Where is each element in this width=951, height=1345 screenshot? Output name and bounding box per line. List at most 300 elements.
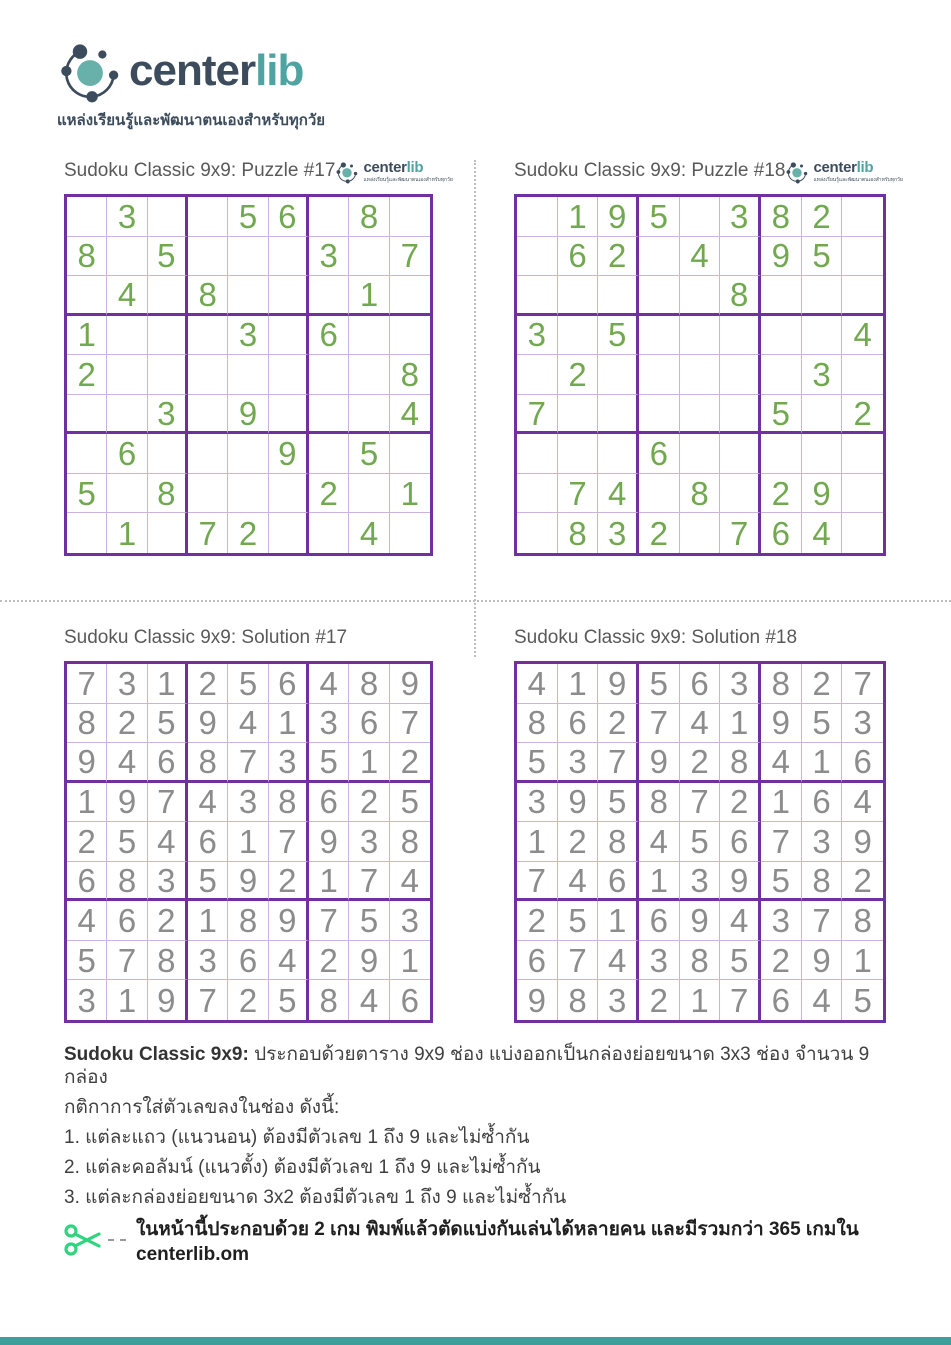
sudoku-cell: 4 [349, 980, 389, 1020]
sudoku-cell [269, 316, 309, 356]
sudoku-cell: 6 [761, 513, 802, 553]
sudoku-cell: 3 [802, 355, 843, 395]
footer-note-text: ในหน้านี้ประกอบด้วย 2 เกม พิมพ์แล้วตัดแบ่งกันเล่นได้หลายคน และมีรวมกว่า 365 เกมใน centerlib.om [136, 1219, 859, 1265]
sudoku-cell: 1 [188, 901, 228, 941]
brand-name [129, 46, 304, 95]
sudoku-cell: 9 [269, 901, 309, 941]
sudoku-cell: 4 [639, 822, 680, 862]
sudoku-cell: 9 [761, 704, 802, 744]
sudoku-cell [842, 434, 883, 474]
centerlib-mini-logo [335, 160, 452, 184]
sudoku-cell [680, 316, 721, 356]
sudoku-cell: 9 [598, 197, 639, 237]
sudoku-cell: 9 [67, 743, 107, 783]
sudoku-cell: 7 [67, 664, 107, 704]
sudoku-grid-puzzle-17 [64, 194, 433, 556]
sudoku-cell: 9 [639, 743, 680, 783]
sudoku-cell [309, 276, 349, 316]
sudoku-cell: 3 [148, 395, 188, 435]
sudoku-cell: 9 [802, 941, 843, 981]
sudoku-cell [148, 316, 188, 356]
sudoku-cell: 2 [680, 743, 721, 783]
sudoku-cell: 9 [842, 822, 883, 862]
sudoku-cell [598, 355, 639, 395]
sudoku-cell: 2 [598, 237, 639, 277]
sudoku-cell: 8 [558, 980, 599, 1020]
sudoku-cell: 5 [761, 395, 802, 435]
sudoku-cell: 8 [107, 862, 147, 902]
sudoku-cell: 2 [761, 474, 802, 514]
sudoku-cell: 8 [390, 355, 430, 395]
sudoku-cell [639, 237, 680, 277]
sudoku-cell: 5 [517, 743, 558, 783]
sudoku-cell: 5 [148, 704, 188, 744]
sudoku-cell: 1 [802, 743, 843, 783]
sudoku-cell: 5 [598, 783, 639, 823]
sudoku-cell: 8 [680, 474, 721, 514]
sudoku-cell: 9 [802, 474, 843, 514]
sudoku-cell: 8 [148, 474, 188, 514]
vertical-cut-line [474, 160, 476, 657]
sudoku-cell: 7 [517, 862, 558, 902]
sudoku-cell [188, 474, 228, 514]
sudoku-cell: 1 [107, 980, 147, 1020]
sudoku-cell: 4 [148, 822, 188, 862]
sudoku-cell: 5 [107, 822, 147, 862]
sudoku-cell: 8 [349, 197, 389, 237]
sudoku-cell [639, 316, 680, 356]
sudoku-cell: 5 [349, 434, 389, 474]
sudoku-cell: 3 [67, 980, 107, 1020]
sudoku-cell: 3 [761, 901, 802, 941]
sudoku-cell: 9 [309, 822, 349, 862]
sudoku-cell: 5 [349, 901, 389, 941]
sudoku-cell [188, 197, 228, 237]
sudoku-cell: 1 [720, 704, 761, 744]
sudoku-cell [517, 474, 558, 514]
sudoku-cell: 5 [228, 197, 268, 237]
rule-3: 3. แต่ละกล่องย่อยขนาด 3x2 ต้องมีตัวเลข 1 ถึง 9 และไม่ซ้ำกัน [64, 1187, 567, 1208]
sudoku-cell: 8 [188, 743, 228, 783]
sudoku-cell [639, 355, 680, 395]
sudoku-cell: 4 [269, 941, 309, 981]
brand-name: centerlib [813, 159, 874, 176]
sudoku-cell: 8 [228, 901, 268, 941]
sudoku-cell [188, 237, 228, 277]
sudoku-cell: 2 [802, 197, 843, 237]
sudoku-cell: 6 [188, 822, 228, 862]
sudoku-cell: 9 [228, 395, 268, 435]
sudoku-cell: 7 [148, 783, 188, 823]
sudoku-cell [309, 513, 349, 553]
sudoku-cell: 3 [558, 743, 599, 783]
sudoku-cell: 6 [639, 901, 680, 941]
sudoku-cell: 1 [558, 197, 599, 237]
sudoku-cell: 8 [720, 743, 761, 783]
sudoku-cell: 2 [598, 704, 639, 744]
sudoku-cell: 8 [269, 783, 309, 823]
sudoku-cell: 4 [680, 704, 721, 744]
sudoku-cell [517, 355, 558, 395]
sudoku-cell [349, 316, 389, 356]
sudoku-cell: 7 [309, 901, 349, 941]
sudoku-cell: 6 [349, 704, 389, 744]
footer-note [62, 1214, 888, 1266]
sudoku-cell: 5 [390, 783, 430, 823]
sudoku-cell: 9 [680, 901, 721, 941]
sudoku-cell: 8 [802, 862, 843, 902]
sudoku-cell: 6 [842, 743, 883, 783]
sudoku-cell: 8 [720, 276, 761, 316]
sudoku-cell: 8 [598, 822, 639, 862]
quadrant-puzzle-17 [64, 159, 453, 556]
sudoku-cell: 3 [517, 316, 558, 356]
sudoku-cell: 7 [558, 941, 599, 981]
sudoku-cell: 4 [842, 783, 883, 823]
sudoku-cell: 9 [269, 434, 309, 474]
sudoku-cell: 4 [107, 276, 147, 316]
sudoku-cell [107, 237, 147, 277]
sudoku-cell: 1 [228, 822, 268, 862]
sudoku-cell: 2 [517, 901, 558, 941]
sudoku-cell: 9 [228, 862, 268, 902]
sudoku-cell: 7 [802, 901, 843, 941]
sudoku-cell: 7 [720, 980, 761, 1020]
solution-17-title: Sudoku Classic 9x9: Solution #17 [64, 627, 348, 648]
sudoku-cell [558, 316, 599, 356]
sudoku-cell [148, 197, 188, 237]
sudoku-cell: 4 [598, 474, 639, 514]
sudoku-cell [720, 474, 761, 514]
sudoku-cell: 6 [802, 783, 843, 823]
sudoku-cell: 6 [148, 743, 188, 783]
sudoku-cell [269, 237, 309, 277]
sudoku-cell: 9 [558, 783, 599, 823]
sudoku-cell: 2 [228, 980, 268, 1020]
sudoku-cell [390, 316, 430, 356]
sudoku-cell: 4 [558, 862, 599, 902]
sudoku-cell: 5 [761, 862, 802, 902]
sudoku-cell [107, 395, 147, 435]
sudoku-cell [349, 237, 389, 277]
sudoku-cell [188, 355, 228, 395]
sudoku-cell: 7 [842, 664, 883, 704]
sudoku-cell: 2 [67, 355, 107, 395]
sudoku-cell [188, 316, 228, 356]
sudoku-cell: 3 [517, 783, 558, 823]
sudoku-cell [107, 316, 147, 356]
sudoku-cell: 4 [228, 704, 268, 744]
brand-header [57, 38, 325, 132]
sudoku-cell [761, 434, 802, 474]
sudoku-cell: 5 [269, 980, 309, 1020]
sudoku-cell: 6 [598, 862, 639, 902]
sudoku-cell [842, 513, 883, 553]
horizontal-cut-line [0, 600, 951, 602]
sudoku-cell: 2 [761, 941, 802, 981]
sudoku-cell: 6 [107, 901, 147, 941]
sudoku-cell: 8 [761, 664, 802, 704]
sudoku-cell: 7 [188, 980, 228, 1020]
sudoku-grid-solution-17 [64, 661, 433, 1023]
sudoku-cell [720, 316, 761, 356]
sudoku-cell: 4 [309, 664, 349, 704]
sudoku-cell: 7 [517, 395, 558, 435]
sudoku-cell [228, 276, 268, 316]
sudoku-cell [269, 395, 309, 435]
sudoku-cell [517, 513, 558, 553]
puzzle-17-title: Sudoku Classic 9x9: Puzzle #17 [64, 160, 336, 181]
sudoku-cell [228, 237, 268, 277]
sudoku-cell [680, 513, 721, 553]
sudoku-cell [107, 474, 147, 514]
sudoku-cell: 1 [639, 862, 680, 902]
sudoku-cell: 6 [309, 316, 349, 356]
sudoku-cell [390, 197, 430, 237]
sudoku-cell: 8 [309, 980, 349, 1020]
sudoku-cell: 8 [842, 901, 883, 941]
sudoku-cell: 9 [761, 237, 802, 277]
sudoku-cell [67, 395, 107, 435]
sudoku-cell: 6 [269, 197, 309, 237]
sudoku-cell: 3 [802, 822, 843, 862]
sudoku-cell [148, 513, 188, 553]
sudoku-cell [842, 276, 883, 316]
sudoku-cell [349, 474, 389, 514]
sudoku-cell [349, 395, 389, 435]
sudoku-cell: 1 [517, 822, 558, 862]
sudoku-cell [720, 237, 761, 277]
sudoku-cell: 4 [349, 513, 389, 553]
sudoku-cell [680, 434, 721, 474]
sudoku-cell: 8 [639, 783, 680, 823]
sudoku-cell [761, 355, 802, 395]
sudoku-cell: 5 [228, 664, 268, 704]
sudoku-cell [558, 276, 599, 316]
scissors-icon [62, 1218, 106, 1262]
quadrant-puzzle-18 [514, 159, 903, 556]
centerlib-mini-logo [785, 160, 902, 184]
sudoku-grid-puzzle-18 [514, 194, 886, 556]
sudoku-cell: 4 [390, 395, 430, 435]
sudoku-cell: 2 [188, 664, 228, 704]
sudoku-cell: 9 [598, 664, 639, 704]
sudoku-cell: 5 [802, 237, 843, 277]
sudoku-cell [842, 474, 883, 514]
sudoku-cell: 4 [390, 862, 430, 902]
sudoku-cell: 3 [228, 316, 268, 356]
sudoku-cell: 8 [761, 197, 802, 237]
sudoku-cell: 4 [67, 901, 107, 941]
sudoku-cell: 4 [720, 901, 761, 941]
sudoku-cell: 1 [67, 316, 107, 356]
sudoku-cell [558, 434, 599, 474]
sudoku-cell [269, 276, 309, 316]
rule-2: 2. แต่ละคอลัมน์ (แนวตั้ง) ต้องมีตัวเลข 1 ถึง 9 และไม่ซ้ำกัน [64, 1157, 541, 1178]
sudoku-cell [309, 434, 349, 474]
sudoku-cell [390, 513, 430, 553]
centerlib-logo-icon [785, 160, 809, 184]
sudoku-cell [188, 434, 228, 474]
brand-tagline: แหล่งเรียนรู้และพัฒนาตนเองสำหรับทุกวัย [813, 177, 903, 183]
sudoku-cell: 5 [309, 743, 349, 783]
sudoku-cell: 3 [390, 901, 430, 941]
sudoku-cell: 5 [853, 981, 872, 1019]
sudoku-cell: 3 [309, 704, 349, 744]
sudoku-cell: 1 [107, 513, 147, 553]
sudoku-cell: 8 [67, 704, 107, 744]
sudoku-cell [390, 276, 430, 316]
sudoku-cell [67, 276, 107, 316]
sudoku-cell [680, 197, 721, 237]
sudoku-cell: 2 [309, 474, 349, 514]
sudoku-cell [761, 316, 802, 356]
sudoku-cell: 9 [517, 980, 558, 1020]
sudoku-cell: 3 [349, 822, 389, 862]
sudoku-cell: 8 [188, 276, 228, 316]
sudoku-cell: 1 [349, 743, 389, 783]
sudoku-cell: 7 [680, 783, 721, 823]
sudoku-cell: 6 [517, 941, 558, 981]
sudoku-cell [517, 434, 558, 474]
sudoku-cell: 4 [107, 743, 147, 783]
sudoku-grid-solution-18 [514, 661, 886, 1023]
sudoku-cell: 4 [761, 743, 802, 783]
sudoku-cell: 6 [400, 981, 419, 1019]
sudoku-cell: 7 [598, 743, 639, 783]
sudoku-cell: 1 [148, 664, 188, 704]
sudoku-cell: 3 [269, 743, 309, 783]
sudoku-cell [598, 434, 639, 474]
puzzle-18-title: Sudoku Classic 9x9: Puzzle #18 [514, 160, 786, 181]
footer-accent-bar [0, 1337, 951, 1345]
sudoku-cell: 9 [720, 862, 761, 902]
sudoku-cell [517, 197, 558, 237]
centerlib-logo-icon [335, 160, 359, 184]
sudoku-cell: 3 [107, 197, 147, 237]
sudoku-cell: 2 [148, 901, 188, 941]
sudoku-cell: 6 [558, 704, 599, 744]
sudoku-cell: 4 [598, 941, 639, 981]
sudoku-cell [517, 276, 558, 316]
sudoku-cell [720, 355, 761, 395]
sudoku-cell [67, 197, 107, 237]
sudoku-cell: 6 [558, 237, 599, 277]
sudoku-cell: 2 [639, 980, 680, 1020]
sudoku-cell [720, 434, 761, 474]
brand-name-accent: lib [255, 46, 304, 95]
sudoku-cell: 7 [390, 704, 430, 744]
brand-tagline: แหล่งเรียนรู้และพัฒนาตนเองสำหรับทุกวัย [363, 177, 453, 183]
sudoku-cell: 9 [107, 783, 147, 823]
sudoku-cell: 6 [309, 783, 349, 823]
sudoku-cell [148, 355, 188, 395]
sudoku-cell [842, 197, 883, 237]
sudoku-cell [680, 395, 721, 435]
brand-name: centerlib [363, 159, 424, 176]
sudoku-cell [228, 434, 268, 474]
sudoku-cell [802, 395, 843, 435]
sudoku-cell [269, 474, 309, 514]
sudoku-cell: 5 [558, 901, 599, 941]
sudoku-cell: 1 [761, 783, 802, 823]
sudoku-cell: 9 [390, 664, 430, 704]
sudoku-cell: 3 [720, 197, 761, 237]
sudoku-cell [680, 355, 721, 395]
sudoku-cell [309, 355, 349, 395]
sudoku-cell: 1 [269, 704, 309, 744]
sudoku-cell: 9 [349, 941, 389, 981]
description-heading: Sudoku Classic 9x9: ประกอบด้วยตาราง 9x9 ช่อง แบ่งออกเป็นกล่องย่อยขนาด 3x3 ช่อง จำนวน 9 กล่อง [64, 1044, 870, 1088]
brand-tagline: แหล่งเรียนรู้และพัฒนาตนเองสำหรับทุกวัย [57, 112, 326, 129]
sudoku-cell: 6 [107, 434, 147, 474]
sudoku-cell: 3 [309, 237, 349, 277]
sudoku-cell: 2 [67, 822, 107, 862]
quadrant-solution-18 [514, 627, 886, 1023]
sudoku-cell [598, 395, 639, 435]
sudoku-cell: 5 [802, 704, 843, 744]
sudoku-cell: 1 [842, 941, 883, 981]
sudoku-cell: 8 [517, 704, 558, 744]
sudoku-cell: 1 [680, 980, 721, 1020]
rule-1: 1. แต่ละแถว (แนวนอน) ต้องมีตัวเลข 1 ถึง 9 และไม่ซ้ำกัน [64, 1127, 530, 1148]
sudoku-cell: 2 [558, 822, 599, 862]
quadrant-solution-17 [64, 627, 433, 1023]
sudoku-cell: 9 [148, 980, 188, 1020]
sudoku-cell: 7 [558, 474, 599, 514]
sudoku-cell [228, 355, 268, 395]
sudoku-cell: 3 [148, 862, 188, 902]
sudoku-cell [720, 395, 761, 435]
sudoku-cell: 7 [390, 237, 430, 277]
sudoku-cell: 5 [148, 237, 188, 277]
sudoku-cell: 6 [67, 862, 107, 902]
sudoku-cell: 7 [720, 513, 761, 553]
solution-18-title: Sudoku Classic 9x9: Solution #18 [514, 627, 798, 648]
sudoku-cell [842, 237, 883, 277]
sudoku-cell: 1 [67, 783, 107, 823]
sudoku-cell [842, 355, 883, 395]
sudoku-cell [269, 355, 309, 395]
sudoku-cell: 8 [390, 822, 430, 862]
sudoku-cell [761, 276, 802, 316]
sudoku-cell: 9 [188, 704, 228, 744]
sudoku-cell: 7 [269, 822, 309, 862]
sudoku-cell: 7 [228, 743, 268, 783]
sudoku-cell: 3 [598, 980, 639, 1020]
sudoku-cell: 5 [639, 197, 680, 237]
sudoku-cell: 3 [842, 704, 883, 744]
sudoku-cell [309, 395, 349, 435]
sudoku-cell: 7 [639, 704, 680, 744]
sudoku-cell: 6 [228, 941, 268, 981]
sudoku-cell: 1 [598, 901, 639, 941]
sudoku-cell: 8 [680, 941, 721, 981]
sudoku-cell [188, 395, 228, 435]
cut-dashes [108, 1239, 126, 1241]
sudoku-cell [148, 434, 188, 474]
sudoku-cell: 7 [761, 822, 802, 862]
sudoku-cell: 2 [349, 783, 389, 823]
sudoku-cell: 3 [680, 862, 721, 902]
centerlib-logo-icon [57, 38, 123, 104]
sudoku-cell [228, 474, 268, 514]
description-subheading: กติกาการใส่ตัวเลขลงในช่อง ดังนี้: [64, 1097, 340, 1118]
sudoku-cell [309, 197, 349, 237]
sudoku-cell: 5 [598, 316, 639, 356]
sudoku-cell: 6 [269, 664, 309, 704]
sudoku-cell: 2 [639, 513, 680, 553]
